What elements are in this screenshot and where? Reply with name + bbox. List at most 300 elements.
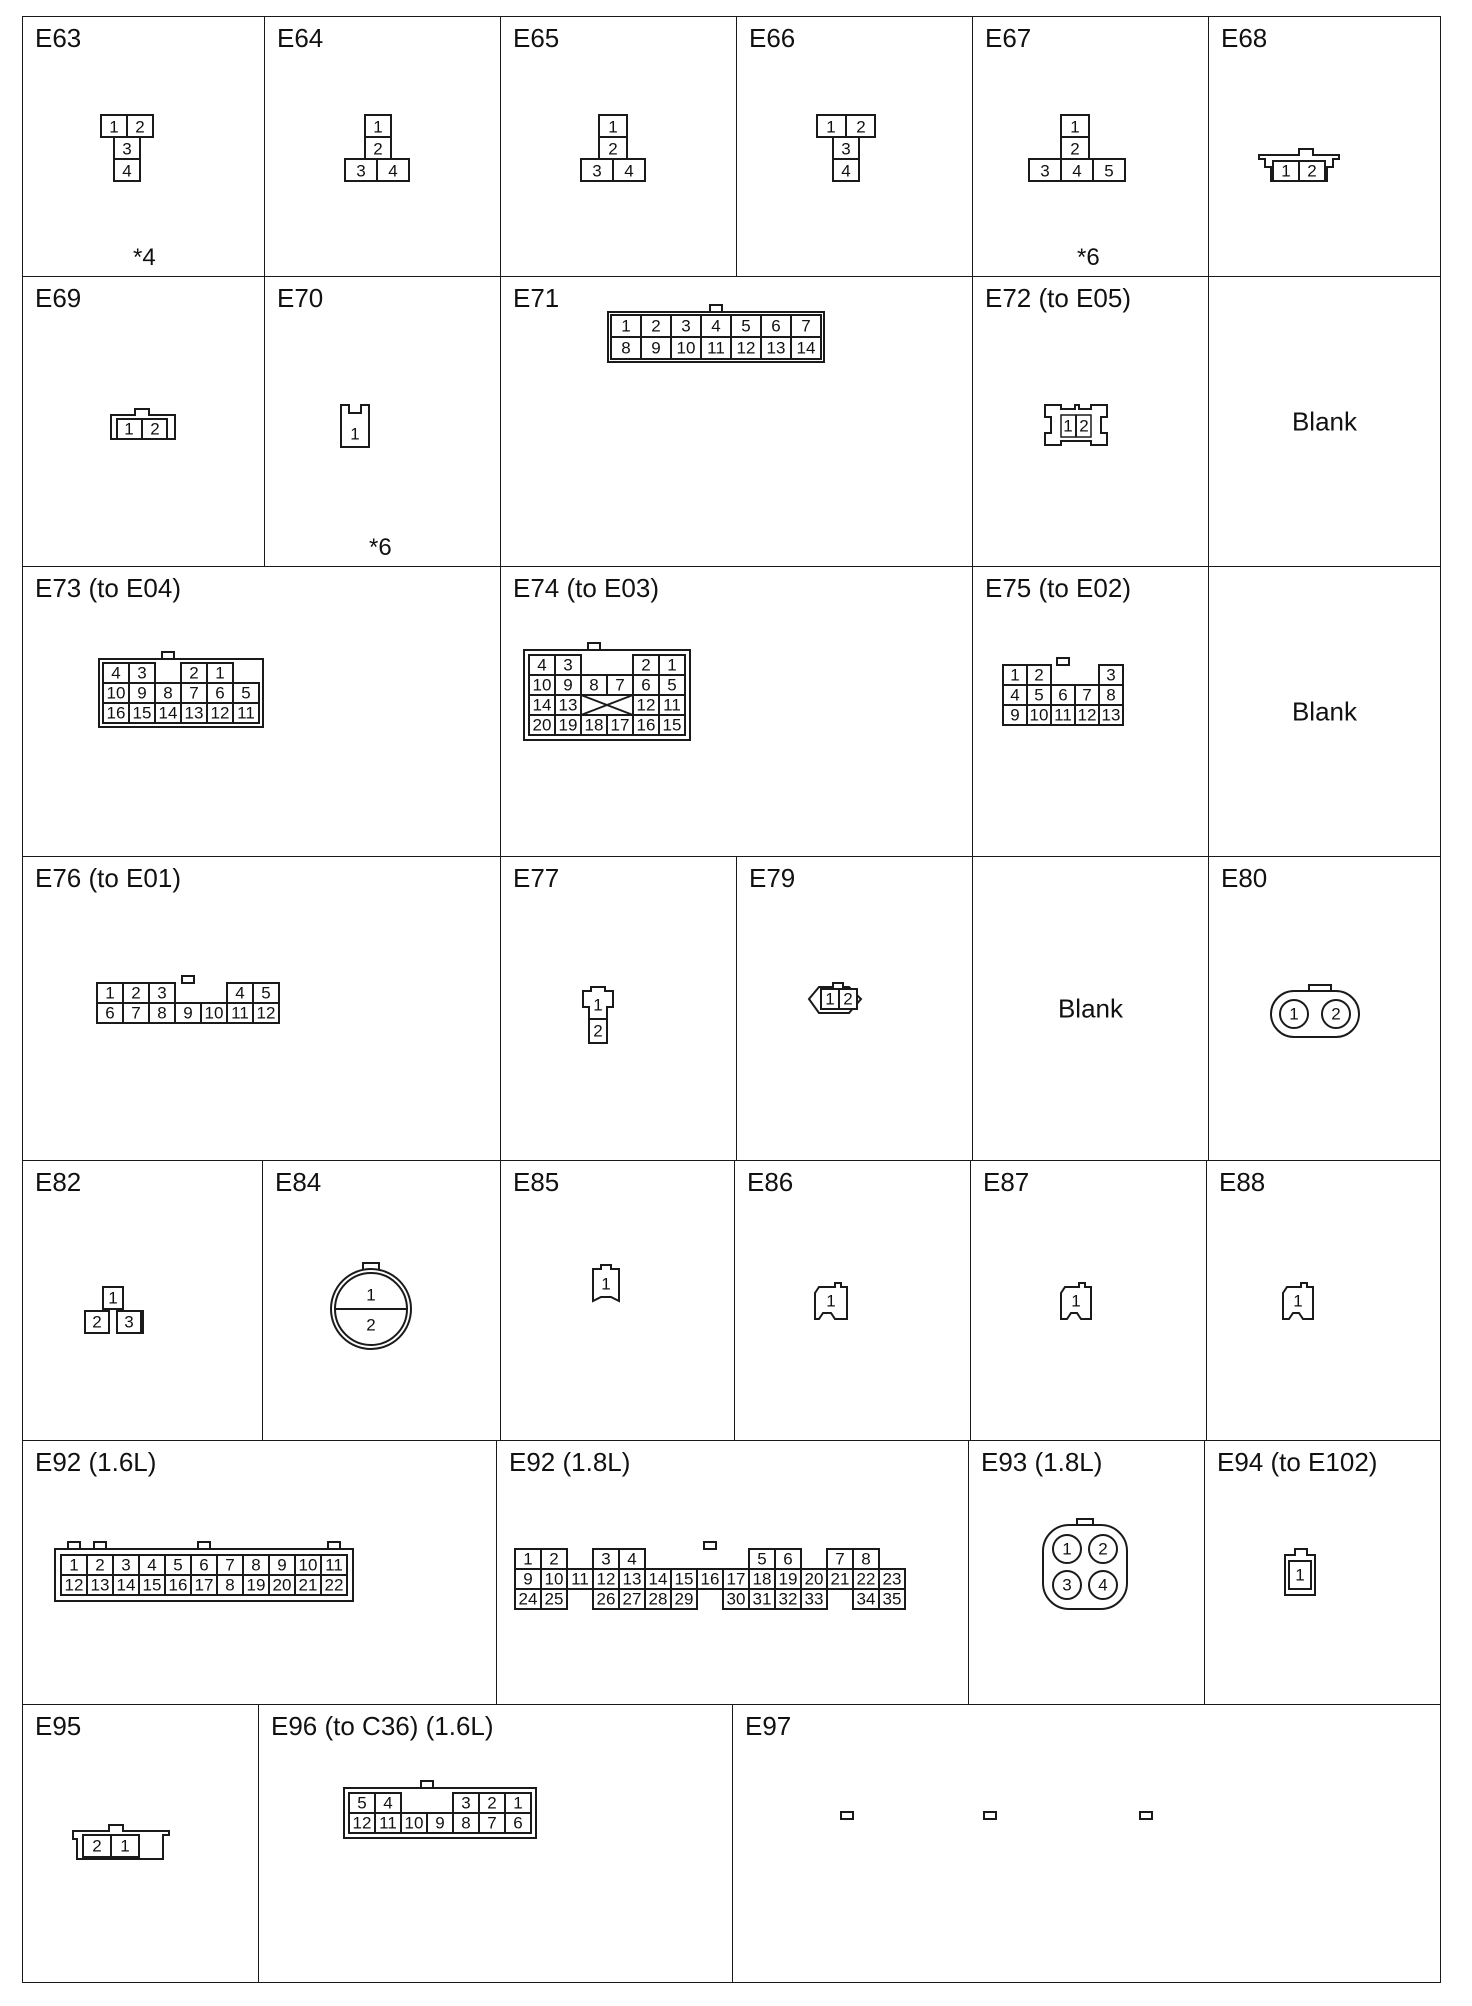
pin-cell [541, 1569, 567, 1589]
pin: 7 [801, 316, 811, 336]
pin: 1 [1281, 161, 1291, 181]
connector-e66 [737, 17, 972, 276]
pin: 2 [131, 983, 141, 1003]
connector-e93 [969, 1441, 1204, 1704]
pin: 2 [366, 1315, 376, 1335]
pin: 7 [1082, 685, 1092, 705]
cell-title: E87 [983, 1167, 1030, 1197]
cell-e92-16 [22, 1440, 497, 1705]
cell-e92-18 [496, 1440, 969, 1705]
pin: 12 [596, 1569, 616, 1589]
pin: 5 [241, 683, 251, 703]
pin: 7 [835, 1549, 845, 1569]
connector-e96 [259, 1705, 732, 1982]
cell-e68 [1208, 16, 1441, 277]
pin: 22 [324, 1575, 344, 1595]
pin: 1 [108, 1288, 118, 1308]
pin-cell [207, 703, 233, 723]
pin: 1 [826, 117, 836, 137]
pin: 20 [272, 1575, 292, 1595]
connector-e67 [973, 17, 1208, 276]
pin-cell [555, 715, 581, 735]
pin: 4 [383, 1793, 393, 1813]
pin-cell [853, 1549, 879, 1569]
pin-cell [181, 683, 207, 703]
connector-e65 [501, 17, 736, 276]
pin: 4 [122, 161, 132, 181]
pin: 24 [518, 1589, 538, 1609]
pin: 7 [225, 1555, 235, 1575]
pin: 17 [610, 715, 630, 735]
connector-e97 [733, 1705, 1440, 1982]
pin-cell [749, 1549, 775, 1569]
pin-cell [139, 1575, 165, 1595]
pin: 15 [674, 1569, 694, 1589]
pin: 1 [826, 1291, 836, 1311]
pin-cell [555, 655, 581, 675]
cell-e87 [970, 1160, 1207, 1441]
pin: 8 [225, 1575, 235, 1595]
pin: 6 [771, 316, 781, 336]
connector-e71 [501, 277, 972, 566]
pin-cell [619, 1549, 645, 1569]
pin-cell [853, 1589, 879, 1609]
connector-e94 [1205, 1441, 1440, 1704]
pin-cell [97, 1003, 123, 1023]
pin-cell [129, 663, 155, 683]
pin: 11 [231, 1003, 249, 1023]
pin-cell [529, 655, 555, 675]
pin: 12 [210, 703, 230, 723]
pin: 10 [106, 683, 126, 703]
pin: 12 [256, 1003, 276, 1023]
connector-e72 [973, 277, 1208, 566]
pin: 17 [726, 1569, 746, 1589]
cell-blank-2 [1208, 566, 1441, 857]
pin-cell [761, 315, 791, 337]
pin-cell [641, 337, 671, 359]
pin-cell [801, 1569, 827, 1589]
pin: 2 [1070, 139, 1080, 159]
pin-cell [723, 1589, 749, 1609]
pin-cell [645, 1589, 671, 1609]
pin: 18 [752, 1569, 772, 1589]
pin: 13 [766, 338, 786, 358]
pin: 30 [726, 1589, 746, 1609]
cell-e96 [258, 1704, 733, 1983]
pin: 1 [621, 316, 631, 336]
pin-cell [791, 315, 821, 337]
cell-title: E88 [1219, 1167, 1266, 1197]
pin: 7 [131, 1003, 141, 1023]
pin: 3 [841, 139, 851, 159]
pin-cell [1075, 705, 1099, 725]
pin: 16 [636, 715, 656, 735]
pin: 2 [1307, 161, 1317, 181]
pin: 2 [1079, 416, 1089, 436]
connector-e64 [265, 17, 500, 276]
pin-cell [1027, 685, 1051, 705]
pin-cell [607, 715, 633, 735]
cell-blank-1 [1208, 276, 1441, 567]
pin: 1 [350, 424, 360, 444]
pin-cell [233, 683, 259, 703]
pin-cell [269, 1555, 295, 1575]
pin: 11 [571, 1569, 589, 1589]
pin: 14 [116, 1575, 136, 1595]
pin: 11 [237, 703, 255, 723]
pin: 3 [1106, 665, 1116, 685]
cell-title: E64 [277, 23, 324, 53]
connector-e88 [1207, 1161, 1440, 1440]
pin: 2 [856, 117, 866, 137]
pin: 11 [379, 1813, 397, 1833]
pin-cell [201, 1003, 227, 1023]
pin: 26 [596, 1589, 616, 1609]
cell-e97 [732, 1704, 1441, 1983]
pin: 32 [778, 1589, 798, 1609]
cell-title: E65 [513, 23, 560, 53]
pin: 1 [69, 1555, 79, 1575]
pin: 5 [741, 316, 751, 336]
pin: 11 [707, 338, 725, 358]
cell-e73 [22, 566, 501, 857]
pin-cell [165, 1555, 191, 1575]
pin-cell [243, 1575, 269, 1595]
cell-title: E85 [513, 1167, 560, 1197]
pin-cell [165, 1575, 191, 1595]
pin: 4 [627, 1549, 637, 1569]
pin: 10 [404, 1813, 424, 1833]
pin-cell [217, 1575, 243, 1595]
pin: 1 [608, 117, 618, 137]
pin-cell [555, 675, 581, 695]
pin-cell [529, 675, 555, 695]
pin: 13 [558, 695, 578, 715]
pin: 13 [1101, 705, 1121, 725]
pin: 2 [92, 1312, 102, 1332]
pin: 13 [622, 1569, 642, 1589]
pin: 4 [111, 663, 121, 683]
pin-cell [671, 1589, 697, 1609]
pin: 3 [121, 1555, 131, 1575]
pin-cell [181, 663, 207, 683]
pin: 4 [537, 655, 547, 675]
pin: 4 [624, 161, 634, 181]
pin: 15 [662, 715, 682, 735]
pin-cell [375, 1813, 401, 1833]
pin: 18 [584, 715, 604, 735]
pin-cell [149, 1003, 175, 1023]
pin-cell [775, 1589, 801, 1609]
pin-cell [269, 1575, 295, 1595]
pin: 16 [106, 703, 126, 723]
cell-title: E76 (to E01) [35, 863, 181, 893]
pin: 1 [523, 1549, 533, 1569]
cell-title: E73 (to E04) [35, 573, 181, 603]
pin: 11 [1054, 705, 1072, 725]
pin-cell [791, 337, 821, 359]
pin-cell [515, 1569, 541, 1589]
cell-e63 [22, 16, 265, 277]
pin: 1 [105, 983, 115, 1003]
pin: 2 [92, 1836, 102, 1856]
pin: 29 [674, 1589, 694, 1609]
connector-e76 [23, 857, 500, 1160]
cell-title: E92 (1.6L) [35, 1447, 157, 1477]
pin: 1 [601, 1274, 611, 1294]
pin: 9 [651, 338, 661, 358]
pin-cell [113, 1575, 139, 1595]
pin: 2 [135, 117, 145, 137]
pin: 4 [388, 161, 398, 181]
cell-e71 [500, 276, 973, 567]
pin: 28 [648, 1589, 668, 1609]
pin-cell [633, 695, 659, 715]
pin-cell [775, 1569, 801, 1589]
pin: 4 [235, 983, 245, 1003]
cell-e69 [22, 276, 265, 567]
pin: 25 [544, 1589, 564, 1609]
pin-cell [1099, 705, 1123, 725]
pin: 15 [132, 703, 152, 723]
pin-cell [123, 1003, 149, 1023]
pin: 1 [593, 995, 603, 1015]
pin: 1 [825, 989, 835, 1009]
pin: 10 [204, 1003, 224, 1023]
pin: 1 [513, 1793, 523, 1813]
pin: 33 [804, 1589, 824, 1609]
pin: 2 [1331, 1004, 1341, 1024]
pin-cell [611, 315, 641, 337]
pin-cell [129, 683, 155, 703]
connector-e68 [1209, 17, 1440, 276]
connector-e82 [23, 1161, 262, 1440]
pin-cell [349, 1813, 375, 1833]
pin-cell [191, 1555, 217, 1575]
pin: 3 [1062, 1575, 1072, 1595]
cell-e74 [500, 566, 973, 857]
pin: 12 [736, 338, 756, 358]
cell-title: E92 (1.8L) [509, 1447, 631, 1477]
pin-cell [61, 1555, 87, 1575]
pin-cell [607, 675, 633, 695]
pin-cell [515, 1549, 541, 1569]
pin-cell [1099, 685, 1123, 705]
pin: 2 [1098, 1539, 1108, 1559]
pin: 5 [1034, 685, 1044, 705]
pin-cell [671, 337, 701, 359]
pin-cell [103, 703, 129, 723]
pin-cell [1099, 665, 1123, 685]
pin: 8 [163, 683, 173, 703]
pin: 14 [532, 695, 552, 715]
pin: 2 [1034, 665, 1044, 685]
pin-cell [633, 675, 659, 695]
pin-cell [453, 1813, 479, 1833]
connector-e69 [23, 277, 264, 566]
pin-cell [701, 337, 731, 359]
cell-e84 [262, 1160, 501, 1441]
pin-cell [731, 315, 761, 337]
pin: 1 [109, 117, 119, 137]
pin-cell [295, 1555, 321, 1575]
pin: 2 [651, 316, 661, 336]
cell-e72 [972, 276, 1209, 567]
cell-e64 [264, 16, 501, 277]
cell-e65 [500, 16, 737, 277]
pin-cell [749, 1569, 775, 1589]
cell-e94 [1204, 1440, 1441, 1705]
cell-title: E66 [749, 23, 796, 53]
pin-cell [593, 1569, 619, 1589]
pin-cell [671, 315, 701, 337]
pin-cell [375, 1793, 401, 1813]
pin: 2 [150, 419, 160, 439]
cell-blank-3 [972, 856, 1209, 1161]
pin: 8 [589, 675, 599, 695]
pin: 3 [157, 983, 167, 1003]
pin-cell [113, 1555, 139, 1575]
pin: 7 [189, 683, 199, 703]
cell-title: E79 [749, 863, 796, 893]
cell-title: E80 [1221, 863, 1268, 893]
pin-cell [633, 715, 659, 735]
pin: 1 [120, 1836, 130, 1856]
pin-cell [295, 1575, 321, 1595]
pin-cell [731, 337, 761, 359]
cell-title: E71 [513, 283, 560, 313]
pin-cell [775, 1549, 801, 1569]
connector-e84 [263, 1161, 500, 1440]
connector-e87 [971, 1161, 1206, 1440]
pin: 3 [681, 316, 691, 336]
cell-title: E96 (to C36) (1.6L) [271, 1711, 494, 1741]
pin-cell [801, 1589, 827, 1609]
pin-cell [233, 703, 259, 723]
pin: 12 [636, 695, 656, 715]
pin: 6 [199, 1555, 209, 1575]
pin: 9 [435, 1813, 445, 1833]
pin: 8 [621, 338, 631, 358]
pin: 6 [513, 1813, 523, 1833]
pin-cell [227, 1003, 253, 1023]
pin: 8 [157, 1003, 167, 1023]
pin-cell [879, 1569, 905, 1589]
cell-title: E74 (to E03) [513, 573, 659, 603]
connector-e92-18 [497, 1441, 968, 1704]
pin-cell [659, 655, 685, 675]
pin-cell [1051, 685, 1075, 705]
pin-cell [349, 1793, 375, 1813]
pin-cell [253, 1003, 279, 1023]
pin: 2 [189, 663, 199, 683]
pin-cell [207, 683, 233, 703]
pin-cell [103, 683, 129, 703]
connector-e73 [23, 567, 500, 856]
pin: 5 [357, 1793, 367, 1813]
cell-e76 [22, 856, 501, 1161]
cell-title: E69 [35, 283, 82, 313]
pin: 5 [1104, 161, 1114, 181]
pin: 19 [246, 1575, 266, 1595]
pin-cell [697, 1569, 723, 1589]
cell-title: E95 [35, 1711, 82, 1741]
connector-e80 [1209, 857, 1440, 1160]
cell-title: E67 [985, 23, 1032, 53]
pin-cell [1003, 665, 1027, 685]
pin: 15 [142, 1575, 162, 1595]
pin-cell [581, 715, 607, 735]
pin: 5 [757, 1549, 767, 1569]
pin-cell [1075, 685, 1099, 705]
pin-cell [321, 1555, 347, 1575]
pin-cell [515, 1589, 541, 1609]
pin: 11 [325, 1555, 343, 1575]
pin: 1 [1070, 117, 1080, 137]
pin: 1 [215, 663, 225, 683]
cell-title: E93 (1.8L) [981, 1447, 1103, 1477]
pin-cell [671, 1569, 697, 1589]
pin-cell [1003, 705, 1027, 725]
connector-e95 [23, 1705, 258, 1982]
pin: 4 [1072, 161, 1082, 181]
pin: 17 [194, 1575, 214, 1595]
pin-cell [479, 1793, 505, 1813]
pin: 2 [593, 1021, 603, 1041]
pin: 1 [373, 117, 383, 137]
pin-cell [701, 315, 731, 337]
pin-cell [479, 1813, 505, 1833]
pin-cell [567, 1569, 593, 1589]
pin: 5 [261, 983, 271, 1003]
pin: 4 [1098, 1575, 1108, 1595]
connector-e85 [501, 1161, 734, 1440]
pin: 1 [1010, 665, 1020, 685]
pin: 8 [1106, 685, 1116, 705]
pin-cell [645, 1569, 671, 1589]
blank-label: Blank [1291, 696, 1358, 726]
pin: 11 [663, 695, 681, 715]
pin: 8 [251, 1555, 261, 1575]
pin-cell [619, 1569, 645, 1589]
cell-e86 [734, 1160, 971, 1441]
pin-cell [207, 663, 233, 683]
pin: 10 [1029, 705, 1049, 725]
pin-cell [217, 1555, 243, 1575]
blank-label: Blank [1291, 406, 1358, 436]
cell-title: E86 [747, 1167, 794, 1197]
pin-cell [659, 715, 685, 735]
pin-cell [529, 695, 555, 715]
pin: 14 [648, 1569, 668, 1589]
cell-e70 [264, 276, 501, 567]
cell-title: E72 (to E05) [985, 283, 1131, 313]
pin-cell [155, 683, 181, 703]
pin-cell [619, 1589, 645, 1609]
pin: 3 [1040, 161, 1050, 181]
pin: 3 [461, 1793, 471, 1813]
pin: 6 [641, 675, 651, 695]
pin: 2 [487, 1793, 497, 1813]
cell-e95 [22, 1704, 259, 1983]
pin: 1 [124, 419, 134, 439]
cell-e75 [972, 566, 1209, 857]
connector-e92-16 [23, 1441, 496, 1704]
pin: 21 [830, 1569, 850, 1589]
pin: 9 [183, 1003, 193, 1023]
pin-cell [659, 695, 685, 715]
